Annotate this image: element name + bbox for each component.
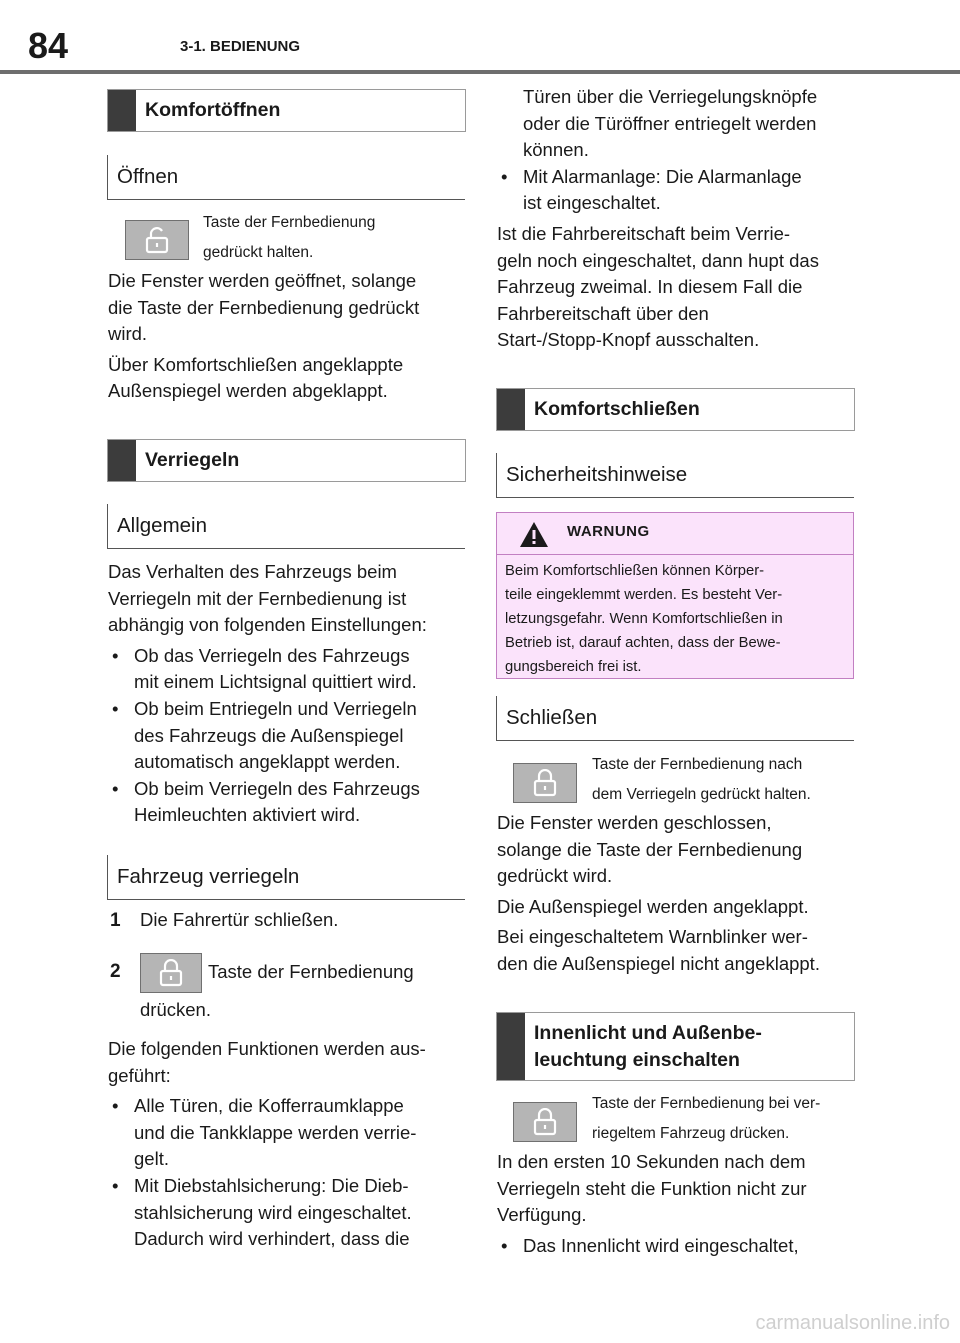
- step-text: Die Fahrertür schließen.: [140, 909, 339, 930]
- chapter-title: 3-1. BEDIENUNG: [180, 38, 301, 55]
- paragraph: Die Außenspiegel werden angeklappt.: [497, 895, 809, 917]
- section-heading-innenlicht: [496, 1012, 855, 1081]
- right-text-block-1: [497, 84, 857, 358]
- left-text-block-1: [108, 268, 468, 409]
- remote-lock-button-image: [140, 953, 202, 993]
- step-text: Taste der Fernbedienung: [208, 961, 414, 982]
- section-bar: [108, 440, 136, 481]
- subheading-sicherheitshinweise: [496, 453, 854, 498]
- subheading-fahrzeug-verriegeln: [107, 855, 465, 900]
- section-heading-verriegeln: [107, 439, 466, 482]
- warning-triangle-icon: [519, 521, 549, 548]
- subheading-title: Schließen: [506, 706, 598, 729]
- subheading-title: Fahrzeug verriegeln: [117, 865, 300, 888]
- watermark: carmanualsonline.info: [755, 1312, 950, 1334]
- warning-box: [496, 512, 854, 679]
- list-item: • Alle Türen, die Kofferraumklappe und die Tankklappe werden verrie- gelt.: [108, 1093, 468, 1173]
- section-title: Komfortschließen: [534, 398, 700, 420]
- left-text-block-3: [108, 1036, 468, 1253]
- left-text-block-2: [108, 559, 468, 829]
- remote-lock-button-image: [513, 1102, 577, 1142]
- section-heading-komfortschliessen: [496, 388, 855, 431]
- subheading-title: Allgemein: [117, 514, 208, 537]
- step-number: 1: [110, 910, 121, 931]
- paragraph: Über Komfortschließen angeklappte Außenspiegel werden abgeklappt.: [108, 353, 404, 402]
- lock-icon: [528, 769, 562, 797]
- warning-title: WARNUNG: [567, 523, 650, 540]
- right-text-block-2: [497, 810, 857, 982]
- subheading-title: Sicherheitshinweise: [506, 463, 688, 486]
- list-item: • Mit Alarmanlage: Die Alarmanlage ist eingeschaltet.: [497, 164, 857, 217]
- paragraph: Die folgenden Funktionen werden aus- geführt:: [108, 1038, 426, 1086]
- unlock-icon: [140, 226, 174, 254]
- paragraph: Ist die Fahrbereitschaft beim Verrie- geln noch eingeschaltet, dann hupt das Fahrzeug zweimal. In diesem Fall die Fahrbereitschaft über den Start-/Stopp-Knopf ausschalten.: [497, 222, 819, 351]
- section-title: Verriegeln: [145, 449, 240, 471]
- section-title: Komfortöffnen: [145, 99, 281, 121]
- paragraph: In den ersten 10 Sekunden nach dem Verriegeln steht die Funktion nicht zur Verfügung.: [497, 1151, 807, 1226]
- step-text-cont: drücken.: [140, 999, 211, 1020]
- section-bar: [497, 389, 525, 430]
- warning-text: Beim Komfortschließen können Körper- teile eingeklemmt werden. Es besteht Ver- letzungsgefahr. Wenn Komfortschließen in Betrieb ist, darauf achten, dass der Bewe- gungsbereich frei ist.: [505, 563, 783, 675]
- list-item: • Mit Diebstahlsicherung: Die Dieb- stahlsicherung wird eingeschaltet. Dadurch wird verhindert, dass die: [108, 1173, 468, 1253]
- paragraph: Das Verhalten des Fahrzeugs beim Verriegeln mit der Fernbedienung ist abhängig von folgenden Einstellungen:: [108, 561, 427, 636]
- subheading-title: Öffnen: [117, 165, 179, 188]
- step-number: 2: [110, 961, 121, 982]
- list-item: • Ob beim Entriegeln und Verriegeln des Fahrzeugs die Außenspiegel automatisch angeklappt werden.: [108, 696, 468, 776]
- section-bar: [108, 90, 136, 131]
- remote-lock-button-image: [513, 763, 577, 803]
- remote-unlock-button-image: [125, 220, 189, 260]
- right-text-block-3: [497, 1149, 857, 1259]
- key-caption-1: Taste der Fernbedienung gedrückt halten.: [203, 214, 376, 261]
- subheading-allgemein: [107, 504, 465, 549]
- subheading-schliessen: [496, 696, 854, 741]
- page-number: 84: [28, 25, 69, 66]
- key-caption-2: Taste der Fernbedienung nach dem Verriegeln gedrückt halten.: [592, 756, 811, 803]
- paragraph: Die Fenster werden geöffnet, solange die Taste der Fernbedienung gedrückt wird.: [108, 270, 420, 345]
- warning-header: [497, 513, 853, 555]
- subheading-oeffnen: [107, 155, 465, 200]
- section-title: Innenlicht und Außenbe- leuchtung einschalten: [534, 1021, 762, 1071]
- key-caption-3: Taste der Fernbedienung bei ver- riegeltem Fahrzeug drücken.: [592, 1095, 821, 1142]
- lock-icon: [528, 1108, 562, 1136]
- lock-icon: [154, 959, 188, 987]
- list-item: • Ob beim Verriegeln des Fahrzeugs Heimleuchten aktiviert wird.: [108, 776, 468, 829]
- list-item-continuation: Türen über die Verriegelungsknöpfe oder die Türöffner entriegelt werden können.: [523, 86, 818, 161]
- header-rule: [0, 70, 960, 74]
- list-item: • Ob das Verriegeln des Fahrzeugs mit einem Lichtsignal quittiert wird.: [108, 643, 468, 696]
- section-heading-komfortoeffnen: [107, 89, 466, 132]
- paragraph: Die Fenster werden geschlossen, solange die Taste der Fernbedienung gedrückt wird.: [497, 812, 803, 887]
- section-bar: [497, 1013, 525, 1080]
- paragraph: Bei eingeschaltetem Warnblinker wer- den die Außenspiegel nicht angeklappt.: [497, 926, 820, 974]
- list-item: • Das Innenlicht wird eingeschaltet,: [497, 1233, 857, 1260]
